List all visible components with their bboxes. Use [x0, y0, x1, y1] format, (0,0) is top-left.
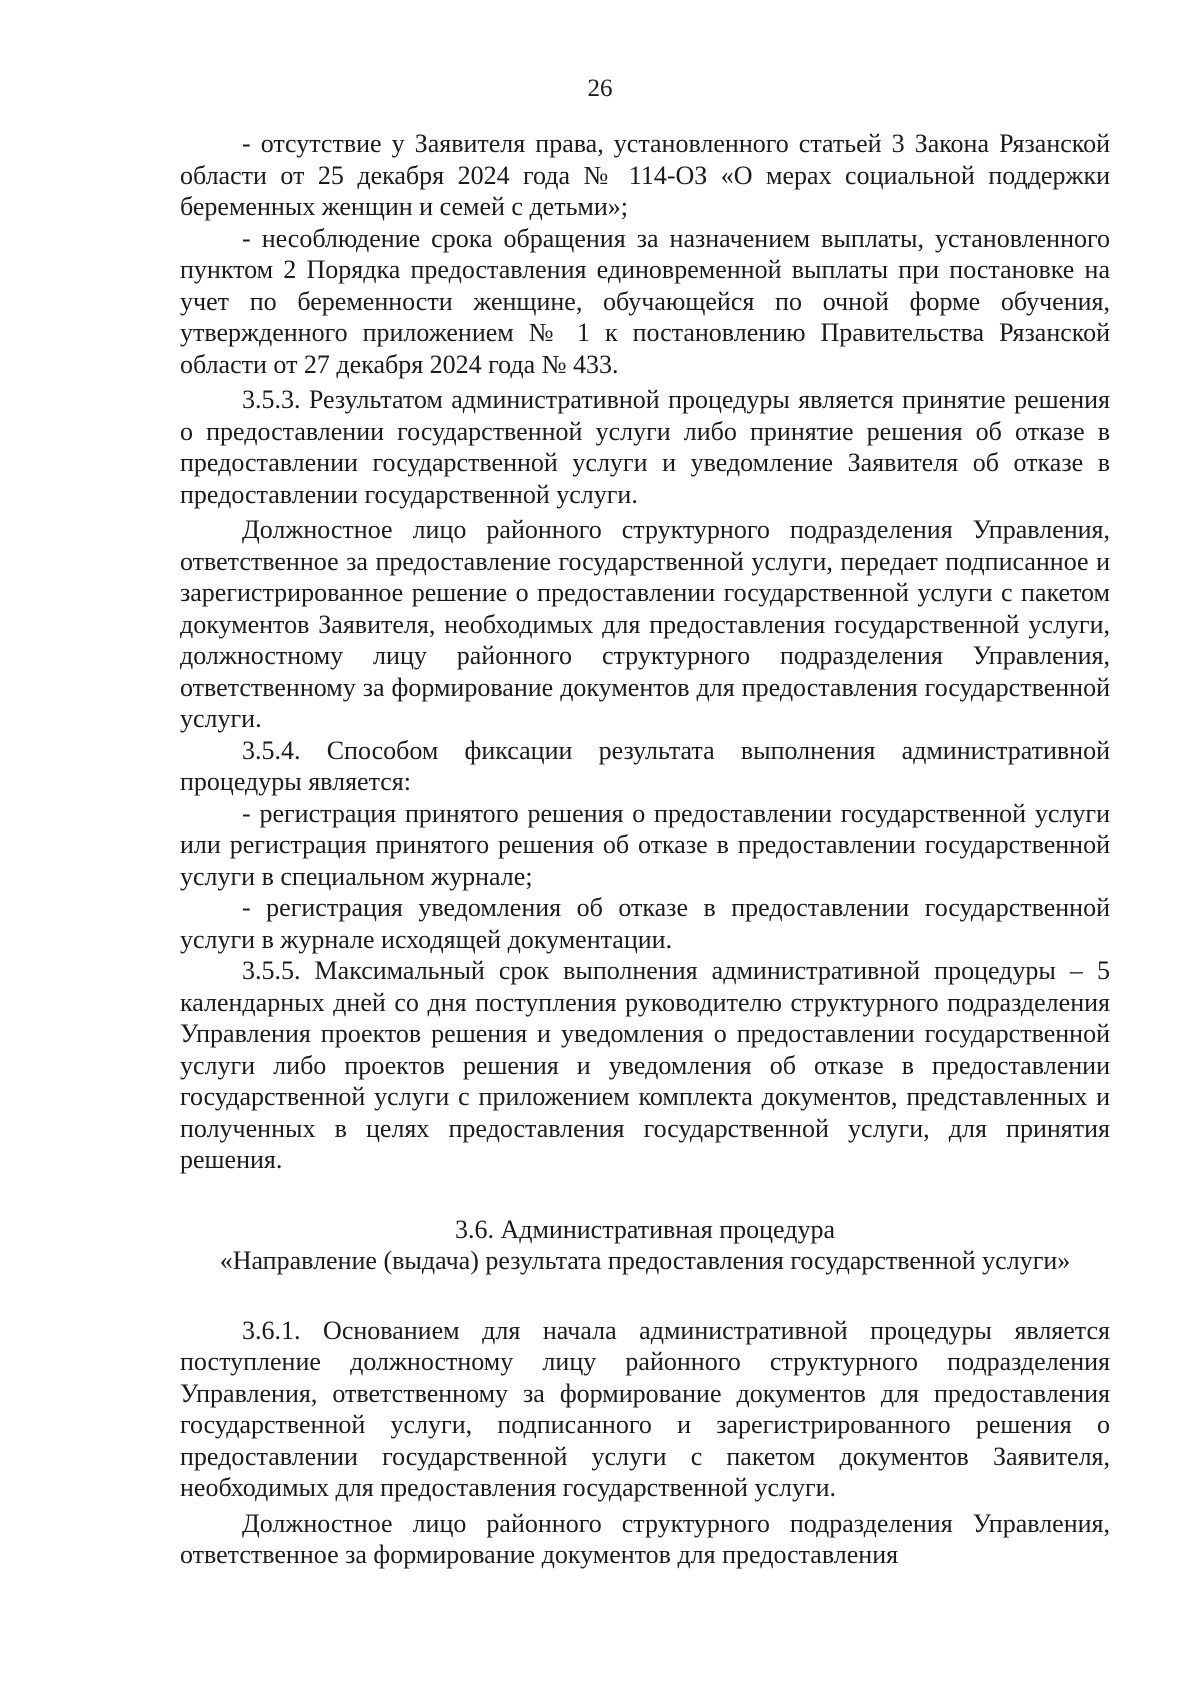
section-heading-title: 3.6. Административная процедура	[454, 1214, 836, 1244]
page-number: 26	[587, 75, 613, 102]
paragraph-3-5-3: 3.5.3. Результатом административной процедуры является принятие решения о предоставлении государственной услуги либо принятие решения об отказе в предоставлении государственной услуги и уведомление Заявителя об отказе в предоставлении государственной услуги.	[180, 385, 1110, 509]
document-body	[180, 128, 1110, 1571]
paragraph-no-right: - отсутствие у Заявителя права, установленного статьей 3 Закона Рязанской области от 25 декабря 2024 года № 114-ОЗ «О мерах социальной поддержки беременных женщин и семей с детьми»;	[180, 129, 1110, 221]
paragraph-registration-decision: - регистрация принятого решения о предоставлении государственной услуги или регистрация принятого решения об отказе в предоставлении государственной услуги в специальном журнале;	[180, 798, 1110, 891]
paragraph-registration-notice: - регистрация уведомления об отказе в предоставлении государственной услуги в журнале исходящей документации.	[180, 893, 1110, 954]
paragraph-3-5-5: 3.5.5. Максимальный срок выполнения административной процедуры – 5 календарных дней со дня поступления руководителю структурного подразделения Управления проектов решения и уведомления о предоставлении государственной услуги либо проектов решения и уведомления об отказе в предоставлении государственной услуги с приложением комплекта документов, представленных и полученных в целях предоставления государственной услуги, для принятия решения.	[180, 956, 1110, 1174]
paragraph-official-forms: Должностное лицо районного структурного подразделения Управления, ответственное за формирование документов для предоставления	[180, 1508, 1110, 1569]
paragraph-3-5-4: 3.5.4. Способом фиксации результата выполнения административной процедуры является:	[180, 735, 1110, 796]
paragraph-official-transfers: Должностное лицо районного структурного подразделения Управления, ответственное за предоставление государственной услуги, передает подписанное и зарегистрированное решение о предоставлении государственной услуги с пакетом документов Заявителя, необходимых для предоставления государственной услуги, должностному лицу районного структурного подразделения Управления, ответственному за формирование документов для предоставления государственной услуги.	[180, 515, 1110, 733]
paragraph-missed-deadline: - несоблюдение срока обращения за назначением выплаты, установленного пунктом 2 Порядка предоставления единовременной выплаты при постановке на учет по беременности женщине, обучающейся по очной форме обучения, утвержденного приложением № 1 к постановлению Правительства Рязанской области от 27 декабря 2024 года № 433.	[180, 223, 1110, 379]
section-heading	[180, 1214, 1110, 1277]
paragraph-3-6-1: 3.6.1. Основанием для начала административной процедуры является поступление должностному лицу районного структурного подразделения Управления, ответственному за формирование документов для предоставления государственной услуги, подписанного и зарегистрированного решения о предоставлении государственной услуги с пакетом документов Заявителя, необходимых для предоставления государственной услуги.	[180, 1315, 1110, 1502]
section-heading-subtitle: «Направление (выдача) результата предоставления государственной услуги»	[219, 1246, 1071, 1275]
